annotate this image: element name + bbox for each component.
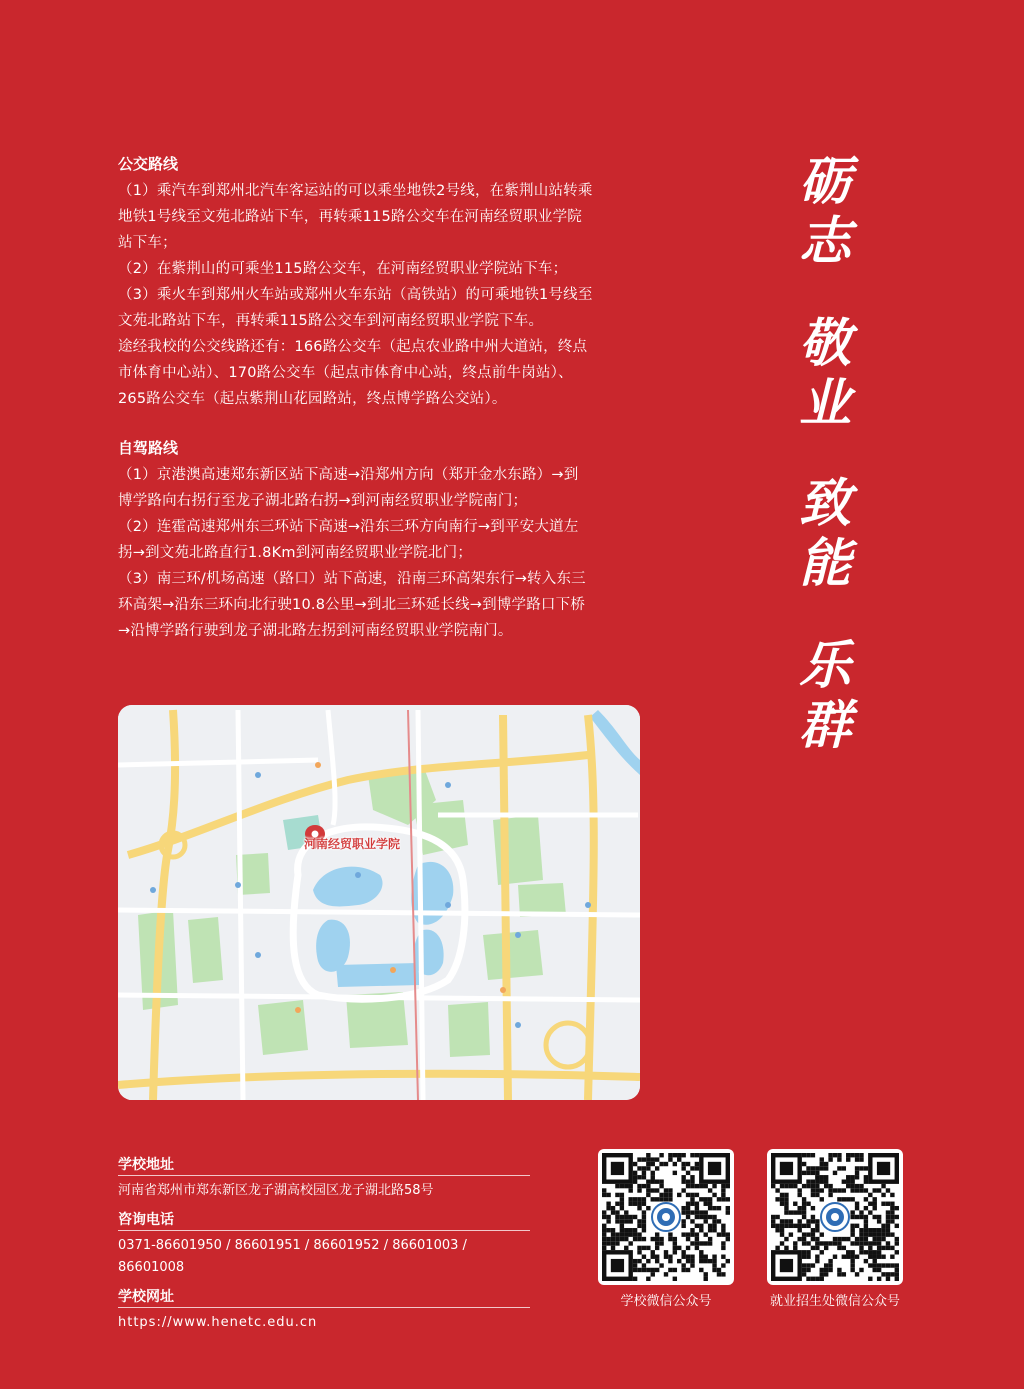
driving-route-line: 拐→到文苑北路直行1.8Km到河南经贸职业学院北门； — [118, 545, 473, 561]
qr-pattern — [602, 1153, 730, 1281]
bus-route-line: （3）乘火车到郑州火车站或郑州火车东站（高铁站）的可乘地铁1号线至 — [118, 287, 593, 303]
admissions-wechat-qr — [760, 1149, 910, 1311]
motto-char: 砺 — [798, 151, 851, 212]
qr-code-icon — [767, 1149, 903, 1285]
motto-char: 敬 — [798, 313, 851, 374]
qr-pattern — [771, 1153, 899, 1281]
bus-route-line: 文苑北路站下车，再转乘115路公交车到河南经贸职业学院下车。 — [118, 313, 544, 329]
motto-char: 志 — [798, 211, 851, 272]
qr-caption: 就业招生处微信公众号 — [769, 1294, 900, 1309]
map-school-label: 河南经贸职业学院 — [304, 837, 401, 851]
phone-value: 0371-86601950 / 86601951 / 86601952 / 86601003 / 86601008 — [118, 1238, 467, 1275]
bus-route-line: （2）在紫荆山的可乘坐115路公交车，在河南经贸职业学院站下车； — [118, 261, 568, 277]
bus-route-line: 地铁1号线至文苑北路站下车，再转乘115路公交车在河南经贸职业学院 — [118, 209, 582, 225]
qr-caption: 学校微信公众号 — [620, 1294, 712, 1309]
route-info — [118, 152, 648, 644]
address-label: 学校地址 — [118, 1157, 174, 1173]
driving-route-line: （2）连霍高速郑州东三环站下高速→沿东三环方向南行→到平安大道左 — [118, 519, 579, 535]
driving-routes-title: 自驾路线 — [118, 439, 179, 457]
divider — [118, 1307, 530, 1308]
divider — [118, 1230, 530, 1231]
bus-routes-title: 公交路线 — [118, 155, 179, 173]
qr-code-icon — [598, 1149, 734, 1285]
phone-label: 咨询电话 — [118, 1212, 174, 1228]
bus-route-line: 市体育中心站）、170路公交车（起点市体育中心站，终点前牛岗站）、 — [118, 365, 573, 381]
driving-route-line: 博学路向右拐行至龙子湖北路右拐→到河南经贸职业学院南门； — [118, 493, 528, 509]
motto-char: 业 — [798, 373, 851, 434]
address-value: 河南省郑州市郑东新区龙子湖高校园区龙子湖北路58号 — [118, 1183, 434, 1198]
bus-route-line: 站下车； — [118, 235, 177, 251]
motto-char: 群 — [798, 695, 851, 756]
map-drawing — [118, 705, 640, 1100]
motto-char: 乐 — [798, 635, 851, 696]
driving-route-line: （1）京港澳高速郑东新区站下高速→沿郑州方向（郑开金水东路）→到 — [118, 467, 579, 483]
driving-route-line: 环高架→沿东三环向北行驶10.8公里→到北三环延长线→到博学路口下桥 — [118, 597, 586, 613]
website-label: 学校网址 — [118, 1289, 174, 1305]
driving-route-line: （3）南三环/机场高速（路口）站下高速，沿南三环高架东行→转入东三 — [118, 571, 586, 587]
bus-route-line: 途经我校的公交线路还有：166路公交车（起点农业路中州大道站，终点 — [118, 339, 588, 355]
motto-char: 致 — [798, 473, 851, 534]
driving-route-line: →沿博学路行驶到龙子湖北路左拐到河南经贸职业学院南门。 — [118, 623, 513, 639]
bus-route-line: 265路公交车（起点紫荆山花园路站，终点博学路公交站）。 — [118, 391, 507, 407]
school-wechat-qr — [597, 1149, 735, 1311]
bus-route-line: （1）乘汽车到郑州北汽车客运站的可以乘坐地铁2号线，在紫荆山站转乘 — [118, 183, 593, 199]
divider — [118, 1175, 530, 1176]
motto-char: 能 — [798, 533, 851, 594]
campus-location-map[interactable] — [118, 705, 640, 1100]
contact-info — [118, 1155, 530, 1342]
website-link[interactable]: https://www.henetc.edu.cn — [118, 1315, 318, 1330]
